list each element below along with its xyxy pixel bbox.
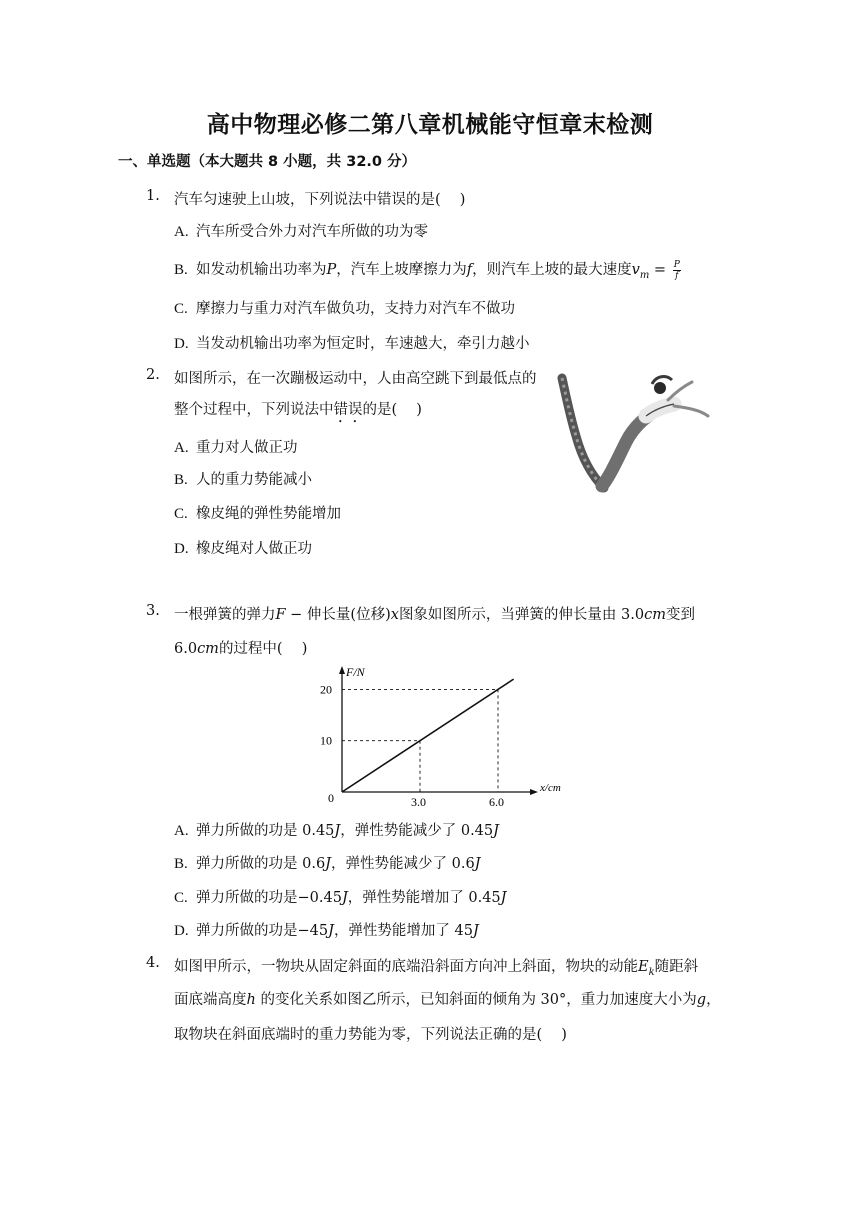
- x-axis-arrow: [530, 789, 538, 795]
- origin-label: 0: [328, 791, 334, 805]
- series-line-0: [342, 679, 514, 792]
- option-text: ，弹性势能增加了 45: [333, 923, 473, 939]
- question-3-stem-line-2: [174, 637, 307, 658]
- y-axis-arrow: [339, 666, 345, 674]
- jumper-torso: [646, 404, 674, 416]
- y-axis-label: F/N: [346, 665, 365, 679]
- page-title: 高中物理必修二第八章机械能守恒章末检测: [206, 112, 654, 138]
- option-text: ，弹性势能减少了 0.6: [331, 856, 475, 872]
- math-unit: J: [325, 856, 331, 872]
- stem-text: 的过程中( ): [218, 641, 308, 657]
- math-unit: J: [493, 823, 499, 839]
- option-letter: D.: [174, 336, 189, 352]
- option-text: 重力对人做正功: [196, 440, 298, 456]
- math-unit: cm: [197, 641, 219, 657]
- stem-text: 一根弹簧的弹力: [174, 607, 276, 623]
- option-letter: A.: [174, 440, 189, 456]
- jumper-legs: [602, 416, 648, 486]
- x-tick-label: 3.0: [411, 795, 426, 809]
- option-text: 橡皮绳对人做正功: [196, 541, 312, 557]
- jumper-arm-out: [674, 406, 708, 416]
- option-letter: D.: [174, 923, 189, 939]
- stem-text: 面底端高度: [174, 992, 247, 1008]
- option-letter: B.: [174, 262, 188, 278]
- option-text: 弹力所做的功是 0.6: [196, 856, 326, 872]
- stem-text: 图象如图所示，当弹簧的伸长量由 3.0: [398, 607, 645, 623]
- question-3-number: 3.: [146, 603, 160, 619]
- jumper-head: [654, 382, 666, 394]
- option-text: ，弹性势能减少了 0.45: [340, 823, 494, 839]
- question-1-option-c[interactable]: [174, 297, 515, 318]
- math-symbol: F: [275, 607, 286, 623]
- question-1-option-d[interactable]: [174, 332, 530, 353]
- fraction: [673, 260, 681, 281]
- math-symbol: P: [326, 262, 337, 278]
- question-1-option-b[interactable]: [174, 258, 681, 281]
- question-2-option-c[interactable]: [174, 502, 341, 523]
- math-unit: J: [500, 890, 507, 906]
- option-text: 汽车所受合外力对汽车所做的功为零: [196, 224, 428, 240]
- question-2-stem-line-2: [174, 398, 422, 426]
- question-2-option-b[interactable]: [174, 468, 312, 489]
- option-text: 弹力所做的功是−45: [196, 923, 329, 939]
- question-3-option-c[interactable]: [174, 886, 507, 907]
- option-letter: B.: [174, 472, 188, 488]
- option-text: 人的重力势能减小: [196, 472, 312, 488]
- fraction-denominator: f: [675, 270, 679, 281]
- stem-text: 的变化关系如图乙所示，已知斜面的倾角为 30°，重力加速度大小为: [255, 992, 697, 1008]
- math-unit: J: [334, 823, 341, 839]
- option-text: 摩擦力与重力对汽车做负功，支持力对汽车不做功: [196, 301, 515, 317]
- math-unit: J: [474, 856, 481, 872]
- math-unit: cm: [644, 607, 666, 623]
- option-text: 当发动机输出功率为恒定时，车速越大，牵引力越小: [196, 336, 530, 352]
- math-unit: J: [328, 923, 334, 939]
- question-3-stem-line-1: [174, 603, 695, 624]
- chart-series: [342, 679, 514, 792]
- stem-text: 整个过程中，下列说法中: [174, 402, 334, 418]
- option-letter: D.: [174, 541, 189, 557]
- math-symbol: g: [696, 992, 707, 1008]
- question-2-number: 2.: [146, 367, 160, 383]
- question-3-option-a[interactable]: [174, 819, 499, 840]
- question-1-number: 1.: [146, 188, 160, 204]
- option-text: 如发动机输出功率为: [196, 262, 327, 278]
- math-subscript: m: [639, 269, 650, 281]
- question-4-line-3: 取物块在斜面底端时的重力势能为零，下列说法正确的是( ): [174, 1027, 567, 1043]
- option-letter: C.: [174, 890, 188, 906]
- jumper-arm-up: [668, 382, 692, 400]
- option-text: ，汽车上坡摩擦力为: [336, 262, 467, 278]
- question-4-number: 4.: [146, 955, 160, 971]
- option-text: ，则汽车上坡的最大速度: [472, 262, 632, 278]
- stem-text: 变到: [665, 607, 695, 623]
- chart-labels: [320, 665, 561, 809]
- bungee-jumper-image: [556, 366, 716, 496]
- question-1-option-a[interactable]: [174, 220, 428, 241]
- option-letter: C.: [174, 301, 188, 317]
- math-operator: =: [649, 262, 671, 278]
- stem-text: 6.0: [174, 641, 198, 657]
- option-letter: A.: [174, 224, 189, 240]
- stem-text: 如图甲所示，一物块从固定斜面的底端沿斜面方向冲上斜面，物块的动能: [174, 959, 638, 975]
- option-text: ，弹性势能增加了 0.45: [347, 890, 501, 906]
- y-tick-label: 10: [320, 733, 332, 748]
- section-heading: 一、单选题（本大题共 8 小题，共 32.0 分）: [118, 154, 417, 170]
- math-symbol: v: [631, 262, 640, 278]
- question-3-option-d[interactable]: [174, 919, 479, 940]
- x-tick-label: 6.0: [489, 795, 504, 809]
- math-unit: J: [341, 890, 348, 906]
- fraction-numerator: P: [673, 259, 680, 270]
- emphasized-text: 错误: [333, 402, 363, 418]
- option-text: 弹力所做的功是 0.45: [196, 823, 335, 839]
- question-2-option-a[interactable]: [174, 436, 298, 457]
- spring-force-chart: [310, 662, 561, 810]
- math-subscript: k: [648, 966, 655, 978]
- chart-axes: [339, 666, 538, 795]
- option-text: 弹力所做的功是−0.45: [196, 890, 342, 906]
- stem-text: − 伸长量(位移): [285, 607, 391, 623]
- option-letter: C.: [174, 506, 188, 522]
- stem-text: ，: [706, 992, 721, 1008]
- question-4-line-1: [174, 955, 698, 978]
- bungee-rope: [562, 378, 604, 488]
- option-text: 橡皮绳的弹性势能增加: [196, 506, 341, 522]
- stem-text: 的是( ): [362, 402, 422, 418]
- math-unit: J: [473, 923, 479, 939]
- option-letter: B.: [174, 856, 188, 872]
- question-2-option-d[interactable]: [174, 537, 312, 558]
- stem-text: 随距斜: [654, 959, 699, 975]
- math-symbol: h: [246, 992, 256, 1008]
- option-letter: A.: [174, 823, 189, 839]
- x-axis-label: x/cm: [540, 782, 561, 794]
- question-2-stem-line-1: 如图所示，在一次蹦极运动中，人由高空跳下到最低点的: [174, 371, 537, 387]
- math-symbol: E: [638, 959, 649, 975]
- math-symbol: x: [390, 607, 399, 623]
- question-4-line-2: [174, 988, 721, 1009]
- question-1-stem: 汽车匀速驶上山坡，下列说法中错误的是( ): [174, 192, 466, 208]
- math-symbol: f: [466, 262, 473, 278]
- question-3-option-b[interactable]: [174, 852, 481, 873]
- y-tick-label: 20: [320, 682, 332, 697]
